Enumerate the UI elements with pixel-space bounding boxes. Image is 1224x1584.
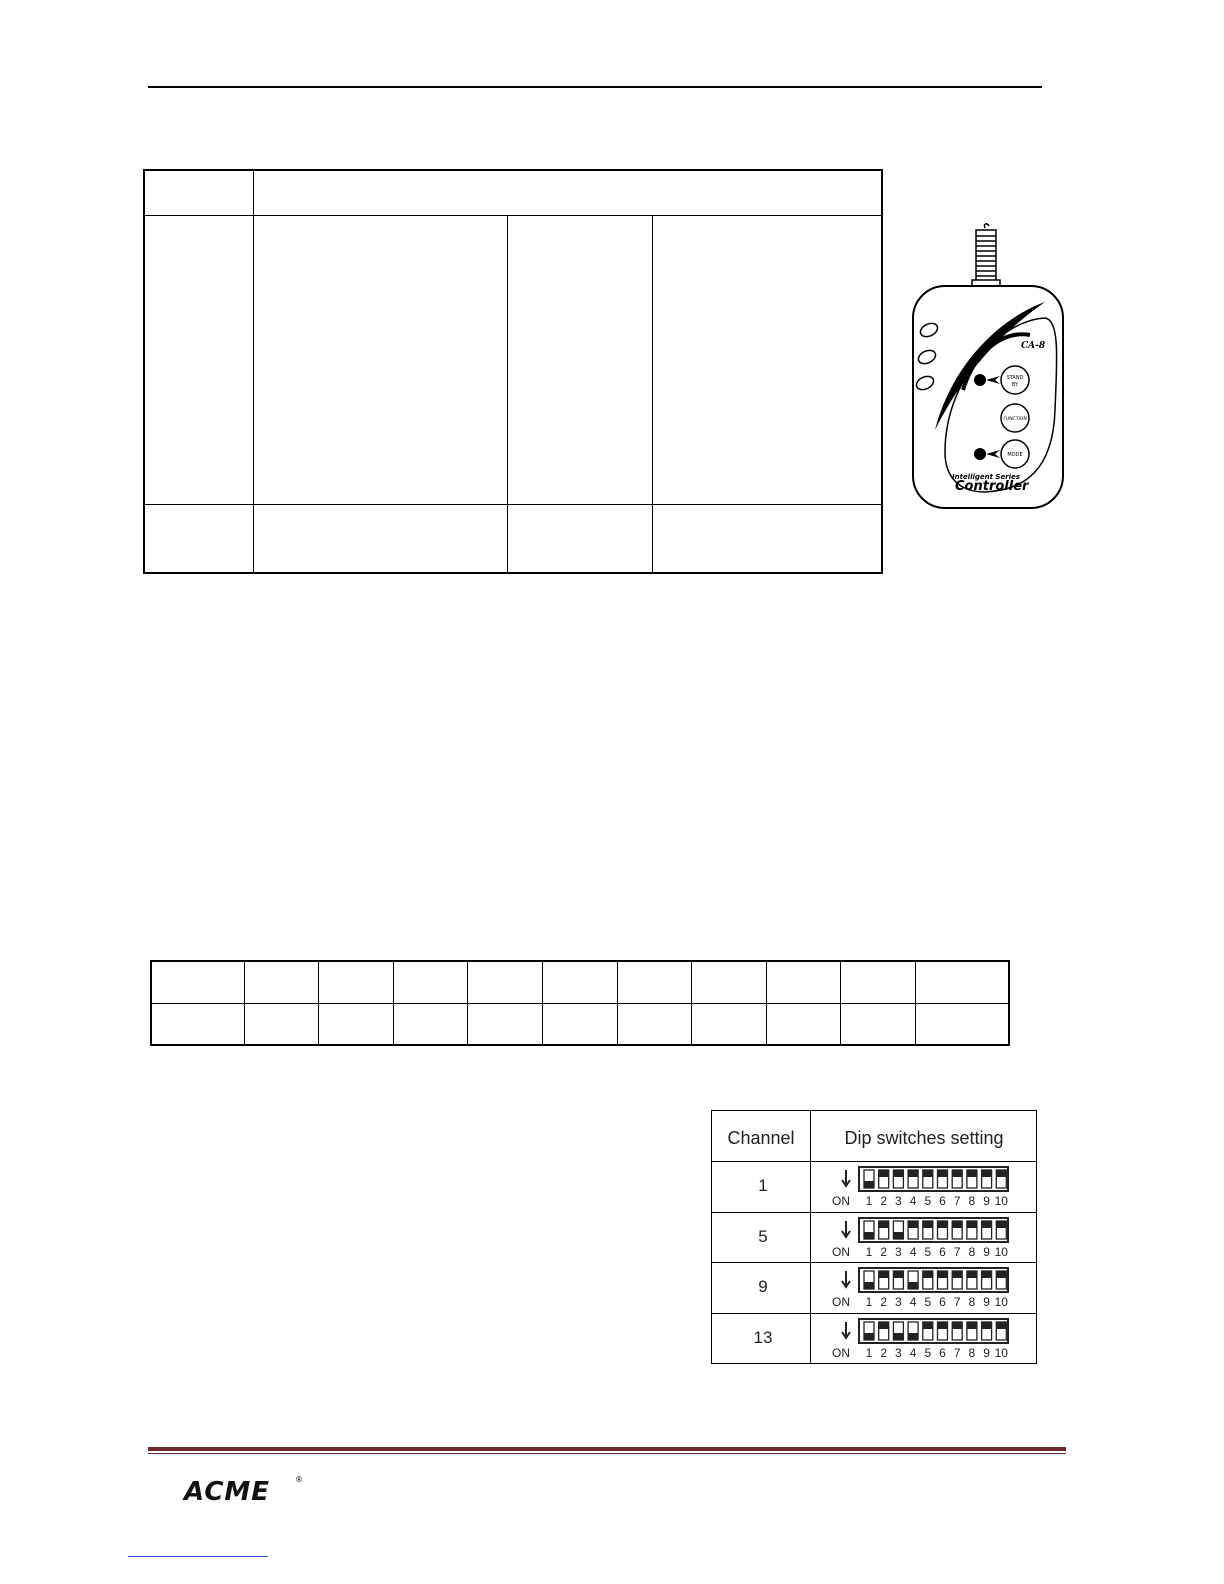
dip-switch-number: 4 (909, 1245, 917, 1259)
dip-switch-bank (828, 1165, 1028, 1209)
standby-led-icon (974, 374, 986, 386)
dip-knob-off (938, 1221, 948, 1228)
footer-rule (148, 1447, 1066, 1451)
dip-knob-off (908, 1170, 918, 1177)
dip-switch-number: 3 (895, 1295, 902, 1309)
dip-switch-number: 5 (924, 1194, 932, 1208)
dip-knob-off (923, 1170, 933, 1177)
table-col-divider (915, 962, 916, 1044)
dip-knob-off (923, 1221, 933, 1228)
dip-header-setting: Dip switches setting (844, 1128, 1004, 1148)
dip-switch-number: 3 (895, 1194, 902, 1208)
table-col-divider (617, 962, 618, 1044)
svg-text:ACME: ACME (184, 1477, 271, 1506)
dip-switch-number: 8 (968, 1346, 976, 1360)
model-label: CA-8 (1021, 341, 1046, 351)
acme-logo (182, 1472, 304, 1511)
dip-knob-on (908, 1333, 918, 1340)
dip-knob-off (982, 1221, 992, 1228)
dip-switch-number: 10 (994, 1295, 1008, 1309)
dip-header-channel: Channel (727, 1128, 795, 1148)
header-rule (148, 86, 1042, 88)
footer-rule-thin (148, 1453, 1066, 1454)
table-col-divider (507, 215, 508, 574)
dip-on-label: ON (832, 1245, 850, 1259)
dip-switch-number: 10 (994, 1245, 1008, 1259)
dip-knob-off (923, 1271, 933, 1278)
dip-switch-number: 9 (983, 1194, 990, 1208)
dip-knob-off (879, 1322, 889, 1329)
dip-switch-number: 1 (865, 1295, 873, 1309)
dip-knob-off (967, 1170, 977, 1177)
dip-switch-number: 6 (939, 1245, 946, 1259)
table-row-divider (145, 215, 881, 216)
dip-switch-number: 7 (953, 1245, 961, 1259)
dip-knob-off (982, 1322, 992, 1329)
dip-switch-number: 6 (939, 1295, 946, 1309)
controller-illustration (905, 220, 1075, 520)
arrow-down-icon (842, 1271, 850, 1287)
dip-switch-number: 3 (895, 1346, 902, 1360)
dip-on-label: ON (832, 1346, 850, 1360)
table-col-divider (244, 962, 245, 1044)
table-col-divider (393, 962, 394, 1044)
dip-switch-number: 7 (953, 1295, 961, 1309)
standby-label-2: BY (1011, 382, 1019, 388)
dip-knob-on (864, 1333, 874, 1340)
table-row-divider (152, 1003, 1008, 1004)
dip-switch-number: 6 (939, 1346, 946, 1360)
dip-switch-number: 10 (994, 1346, 1008, 1360)
acme-logo-icon (182, 1472, 304, 1506)
arrow-down-icon (842, 1322, 850, 1338)
dip-knob-off (938, 1271, 948, 1278)
dip-knob-off (908, 1221, 918, 1228)
dip-channel-value: 13 (753, 1328, 773, 1347)
dip-knob-off (982, 1271, 992, 1278)
arrow-down-icon (842, 1170, 850, 1186)
dip-channel-value: 5 (758, 1227, 768, 1246)
dip-switch-number: 8 (968, 1295, 976, 1309)
dip-switch-number: 4 (909, 1194, 917, 1208)
dip-knob-on (864, 1282, 874, 1289)
dip-switch-number: 1 (865, 1245, 873, 1259)
dip-switch-number: 9 (983, 1245, 990, 1259)
dip-switch-number: 7 (953, 1346, 961, 1360)
arrow-down-icon (842, 1221, 850, 1237)
dip-switch-number: 1 (865, 1346, 873, 1360)
dip-knob-on (908, 1282, 918, 1289)
dip-knob-off (952, 1170, 962, 1177)
dip-knob-on (864, 1181, 874, 1188)
dip-knob-off (893, 1170, 903, 1177)
dip-switch-number: 2 (880, 1295, 888, 1309)
cable-icon (972, 224, 1000, 288)
dip-channel-value: 1 (758, 1176, 768, 1195)
dip-knob-off (996, 1170, 1006, 1177)
dip-switch-number: 4 (909, 1346, 917, 1360)
brand-label: Controller (955, 479, 1029, 494)
dip-switch-number: 8 (968, 1194, 976, 1208)
dip-switch-bank (828, 1317, 1028, 1361)
dip-knob-off (996, 1221, 1006, 1228)
dip-knob-off (982, 1170, 992, 1177)
mode-label: MODE (1007, 452, 1023, 458)
table-col-divider (253, 171, 254, 572)
dip-switch-bank (828, 1266, 1028, 1310)
dip-switch-bank (828, 1216, 1028, 1260)
standby-label: STAND (1006, 375, 1024, 381)
dip-knob-off (967, 1221, 977, 1228)
dip-switch-number: 2 (880, 1245, 888, 1259)
dip-switch-number: 8 (968, 1245, 976, 1259)
table-col-divider (840, 962, 841, 1044)
address-table (150, 960, 1010, 1046)
dip-switch-number: 7 (953, 1194, 961, 1208)
dip-knob-off (879, 1271, 889, 1278)
footer-link-underline (128, 1556, 268, 1557)
dip-knob-off (967, 1271, 977, 1278)
dip-switch-number: 2 (880, 1346, 888, 1360)
dip-knob-off (952, 1322, 962, 1329)
dip-switch-number: 4 (909, 1295, 917, 1309)
dip-switch-number: 10 (994, 1194, 1008, 1208)
dip-knob-off (879, 1170, 889, 1177)
dip-switch-number: 1 (865, 1194, 873, 1208)
dip-on-label: ON (832, 1295, 850, 1309)
function-label: FUNCTION (1003, 417, 1027, 422)
spec-table (143, 169, 883, 574)
mode-led-icon (974, 448, 986, 460)
svg-text:®: ® (295, 1475, 303, 1484)
dip-knob-off (893, 1271, 903, 1278)
dip-knob-off (996, 1322, 1006, 1329)
dip-switch-number: 5 (924, 1295, 932, 1309)
dip-channel-value: 9 (758, 1277, 768, 1296)
dip-knob-off (952, 1221, 962, 1228)
dip-switch-number: 5 (924, 1346, 932, 1360)
dip-knob-off (879, 1221, 889, 1228)
dip-knob-off (967, 1322, 977, 1329)
dip-knob-off (952, 1271, 962, 1278)
dip-switch-number: 9 (983, 1346, 990, 1360)
dip-switch-number: 2 (880, 1194, 888, 1208)
table-col-divider (766, 962, 767, 1044)
table-col-divider (691, 962, 692, 1044)
table-col-divider (542, 962, 543, 1044)
dip-switch-number: 9 (983, 1295, 990, 1309)
dip-knob-off (923, 1322, 933, 1329)
dip-knob-on (893, 1232, 903, 1239)
dip-switch-number: 5 (924, 1245, 932, 1259)
dip-switch-number: 6 (939, 1194, 946, 1208)
dip-knob-on (864, 1232, 874, 1239)
dip-switch-number: 3 (895, 1245, 902, 1259)
dip-knob-off (938, 1322, 948, 1329)
dip-knob-off (996, 1271, 1006, 1278)
table-row-divider (145, 504, 881, 505)
dip-knob-off (938, 1170, 948, 1177)
series-label: Intelligent Series (952, 473, 1020, 481)
table-col-divider (467, 962, 468, 1044)
dip-on-label: ON (832, 1194, 850, 1208)
table-col-divider (318, 962, 319, 1044)
dip-knob-on (893, 1333, 903, 1340)
table-col-divider (652, 215, 653, 574)
